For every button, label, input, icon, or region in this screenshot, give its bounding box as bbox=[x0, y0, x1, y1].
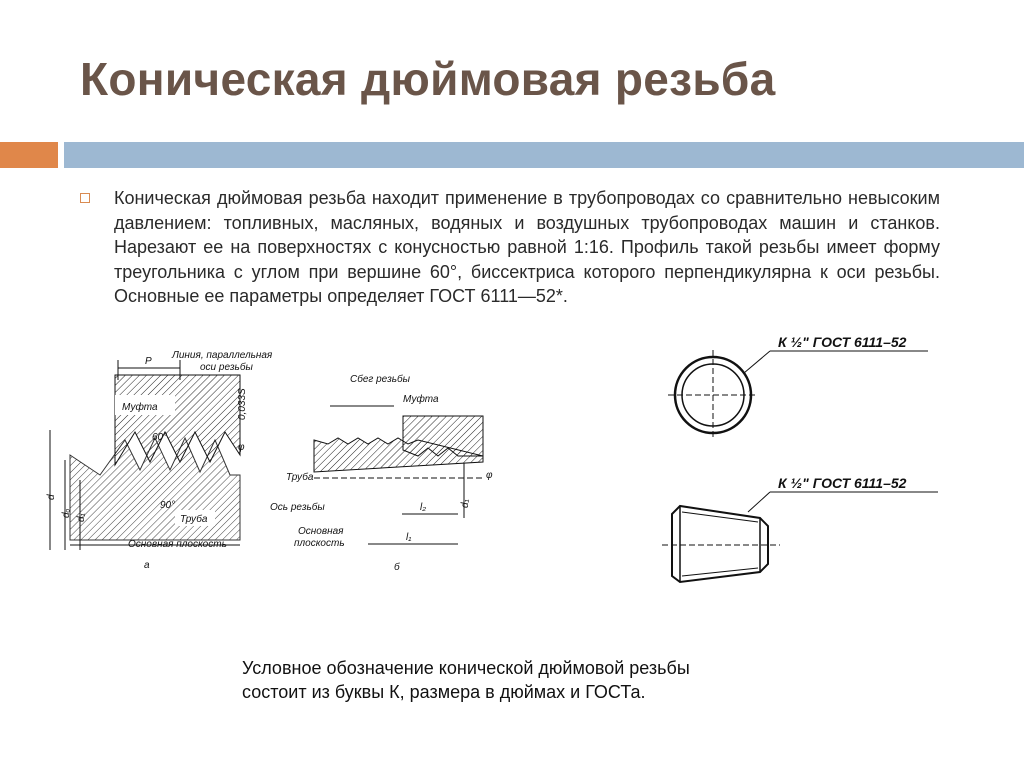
slide-title: Коническая дюймовая резьба bbox=[80, 53, 776, 105]
label-l1: l₁ bbox=[406, 532, 412, 543]
label-mufta-b: Муфта bbox=[403, 394, 439, 405]
header-bar bbox=[64, 142, 1024, 168]
label-p: P bbox=[145, 356, 152, 367]
label-line-parallel: Линия, параллельная bbox=[172, 350, 273, 361]
designation-top-label: К ½" ГОСТ 6111–52 bbox=[778, 334, 907, 350]
bullet-text: Коническая дюймовая резьба находит применение в трубопроводах со сравнительно невысоким давлением: топливных, масляных, водяных и воздушных трубопроводах машин и станков. Нарезают ее на поверхностях с конусностью равной 1:16. Профиль такой резьбы имеет форму треугольника с углом при вершине 60°, биссектриса которого перпендикулярна к оси резьбы. Основные ее параметры определяет ГОСТ 6111—52*. bbox=[114, 188, 940, 306]
label-axis: Ось резьбы bbox=[270, 502, 325, 513]
label-d: d bbox=[46, 494, 57, 500]
label-truba-a: Труба bbox=[180, 514, 208, 525]
label-l2: l₂ bbox=[420, 502, 427, 513]
label-base-plane-b1: Основная bbox=[298, 526, 344, 537]
label-base-plane-a: Основная плоскость bbox=[128, 539, 227, 550]
designation-caption bbox=[242, 656, 690, 704]
label-tolerance: 0,033S bbox=[237, 388, 248, 420]
square-bullet-icon bbox=[80, 193, 90, 203]
thread-joint-diagram bbox=[268, 368, 508, 578]
caption-line-2: состоит из буквы К, размера в дюймах и ГОСТа. bbox=[242, 682, 646, 702]
caption-b: б bbox=[394, 562, 400, 573]
label-base-plane-b2: плоскость bbox=[294, 538, 345, 549]
label-sbeg: Сбег резьбы bbox=[350, 374, 411, 385]
label-mufta-a: Муфта bbox=[122, 402, 158, 413]
label-d1: d₁ bbox=[76, 513, 87, 522]
designation-side-view bbox=[660, 468, 950, 593]
designation-end-view bbox=[660, 325, 950, 450]
bullet-paragraph bbox=[80, 186, 940, 309]
thread-profile-diagram bbox=[40, 340, 300, 580]
caption-a: а bbox=[144, 560, 150, 571]
label-d0: dₒ bbox=[61, 508, 72, 518]
accent-bar bbox=[0, 142, 58, 168]
label-angle-90: 90° bbox=[160, 500, 176, 511]
label-truba-b: Труба bbox=[286, 472, 314, 483]
label-phi-a: φ bbox=[238, 442, 245, 453]
label-line-parallel-2: оси резьбы bbox=[200, 362, 253, 373]
label-d1-b: d₁ bbox=[460, 499, 471, 508]
caption-line-1: Условное обозначение конической дюймовой резьбы bbox=[242, 658, 690, 678]
label-phi-b: φ bbox=[486, 470, 493, 481]
designation-bottom-label: К ½" ГОСТ 6111–52 bbox=[778, 475, 907, 491]
label-angle-60: 60° bbox=[152, 432, 168, 443]
